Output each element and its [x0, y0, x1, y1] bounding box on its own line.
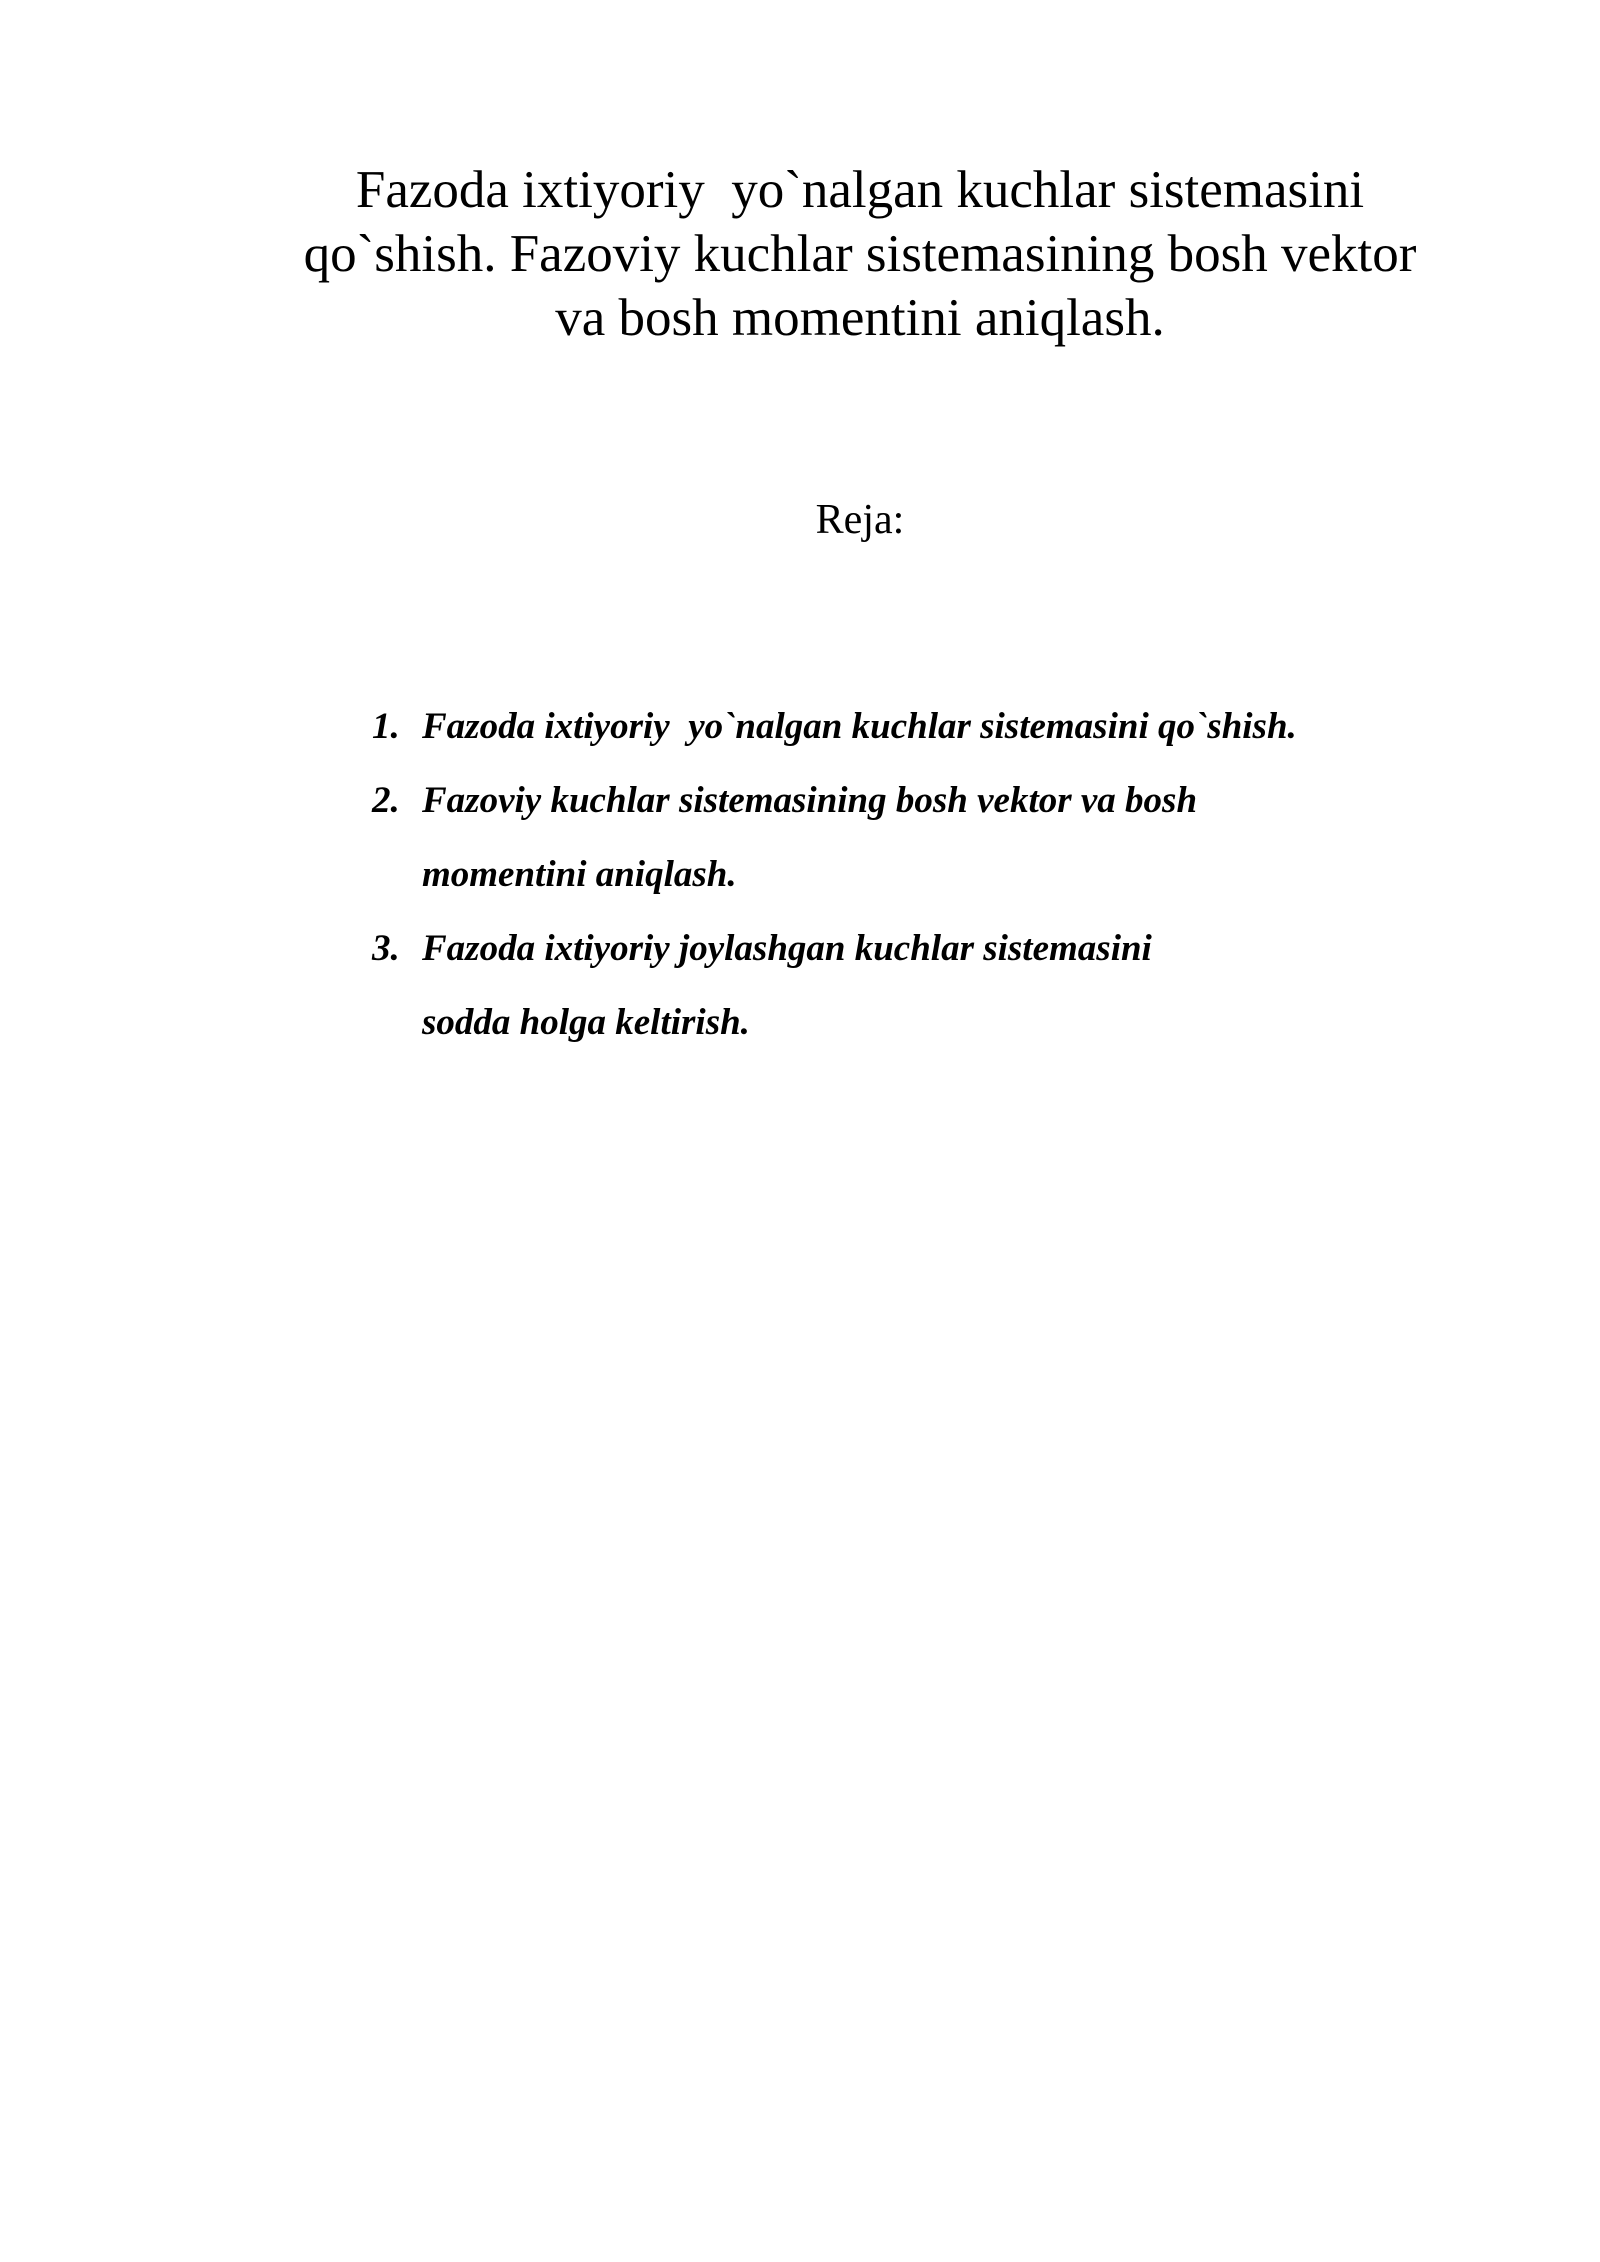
plan-item	[372, 690, 1512, 764]
title-line: Fazoda ixtiyoriy yo`nalgan kuchlar sistemasini	[355, 161, 1365, 219]
plan-item-text: sodda holga keltirish.	[422, 1002, 750, 1043]
plan-item-text: Fazoviy kuchlar sistemasining bosh vektor va bosh	[422, 780, 1198, 821]
plan-item-number: 3.	[372, 928, 400, 969]
plan-heading: Reja:	[815, 497, 905, 543]
plan-list	[372, 690, 1512, 1060]
plan-item-text: Fazoda ixtiyoriy yo`nalgan kuchlar sistemasini qo`shish.	[422, 706, 1297, 747]
title-line: va bosh momentini aniqlash.	[555, 289, 1165, 347]
plan-item-number: 2.	[372, 780, 400, 821]
plan-item-text: momentini aniqlash.	[422, 854, 737, 895]
title-line: qo`shish. Fazoviy kuchlar sistemasining bosh vektor	[303, 225, 1417, 283]
plan-item-number: 1.	[372, 706, 400, 747]
plan-item-text: Fazoda ixtiyoriy joylashgan kuchlar sistemasini	[422, 928, 1152, 969]
plan-item	[372, 912, 1512, 1060]
plan-item	[372, 764, 1512, 912]
document-title	[200, 158, 1520, 350]
